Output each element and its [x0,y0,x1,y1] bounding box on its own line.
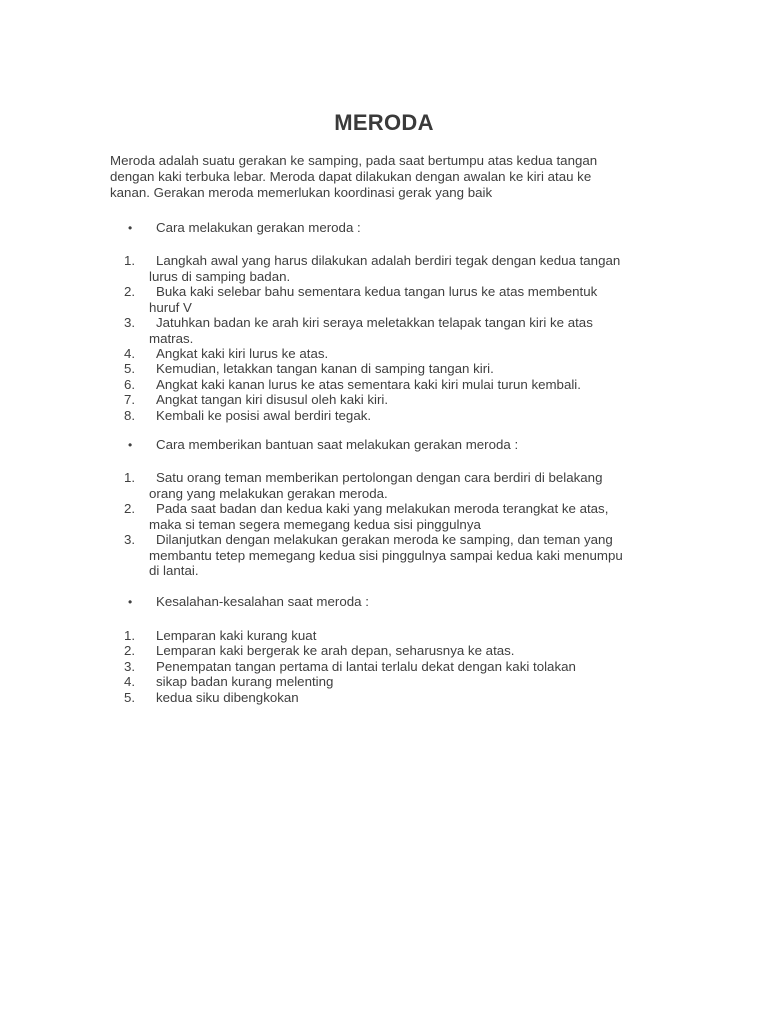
list-item-text: kedua siku dibengkokan [156,690,299,705]
list-item-text: matras. [149,330,194,346]
list-number: 1. [124,628,136,643]
list-number: 1. [124,253,136,268]
list-number: 4. [124,674,136,689]
list-item-text: Angkat kaki kiri lurus ke atas. [156,346,329,361]
list-item-text: Satu orang teman memberikan pertolongan dengan cara berdiri di belakang [156,470,603,485]
list-number: 1. [124,470,136,485]
list-number: 4. [124,346,136,361]
list-item-text: Kembali ke posisi awal berdiri tegak. [156,408,372,423]
list-item-text: Kemudian, letakkan tangan kanan di samping tangan kiri. [156,361,494,376]
list-number: 5. [124,361,136,376]
list-item-text: Angkat tangan kiri disusul oleh kaki kiri. [156,392,389,407]
list-number: 6. [124,377,136,392]
intro-line: kanan. Gerakan meroda memerlukan koordinasi gerak yang baik [110,185,493,200]
list-item-text: Jatuhkan badan ke arah kiri seraya meletakkan telapak tangan kiri ke atas [156,315,593,330]
list-number: 3. [124,532,136,547]
list-item-text: sikap badan kurang melenting [156,674,334,689]
bullet-icon: • [128,221,133,235]
list-item-text: di lantai. [149,563,199,578]
list-item-text: orang yang melakukan gerakan meroda. [149,485,388,501]
list-item-text: Angkat kaki kanan lurus ke atas sementara kaki kiri mulai turun kembali. [156,377,581,392]
list-item-text: Buka kaki selebar bahu sementara kedua tangan lurus ke atas membentuk [156,284,598,299]
list-item-text: maka si teman segera memegang kedua sisi pinggulnya [149,516,481,532]
list-number: 5. [124,690,136,705]
list-item-text: Dilanjutkan dengan melakukan gerakan meroda ke samping, dan teman yang [156,532,613,547]
list-item-text: Lemparan kaki bergerak ke arah depan, seharusnya ke atas. [156,643,515,658]
section-heading-text: Kesalahan-kesalahan saat meroda : [156,594,369,609]
list-item-text: Langkah awal yang harus dilakukan adalah berdiri tegak dengan kedua tangan [156,253,621,268]
intro-line: dengan kaki terbuka lebar. Meroda dapat dilakukan dengan awalan ke kiri atau ke [110,169,592,184]
list-number: 2. [124,643,136,658]
list-item-text: Pada saat badan dan kedua kaki yang melakukan meroda terangkat ke atas, [156,501,609,516]
list-number: 2. [124,284,136,299]
intro-paragraph [110,153,670,201]
list-item-text: Lemparan kaki kurang kuat [156,628,317,643]
list-item-text: membantu tetep memegang kedua sisi pinggulnya sampai kedua kaki menumpu [149,547,623,563]
list-item-text: huruf V [149,299,192,315]
list-number: 3. [124,659,136,674]
bullet-icon: • [128,438,133,452]
list-item-text: lurus di samping badan. [149,268,291,284]
list-number: 3. [124,315,136,330]
bullet-icon: • [128,595,133,609]
section-heading-text: Cara memberikan bantuan saat melakukan gerakan meroda : [156,437,519,452]
list-number: 7. [124,392,136,407]
document-title: MERODA [334,110,434,135]
list-item-text: Penempatan tangan pertama di lantai terlalu dekat dengan kaki tolakan [156,659,576,674]
intro-line: Meroda adalah suatu gerakan ke samping, pada saat bertumpu atas kedua tangan [110,153,598,168]
list-number: 2. [124,501,136,516]
list-number: 8. [124,408,136,423]
section-heading-text: Cara melakukan gerakan meroda : [156,220,361,235]
